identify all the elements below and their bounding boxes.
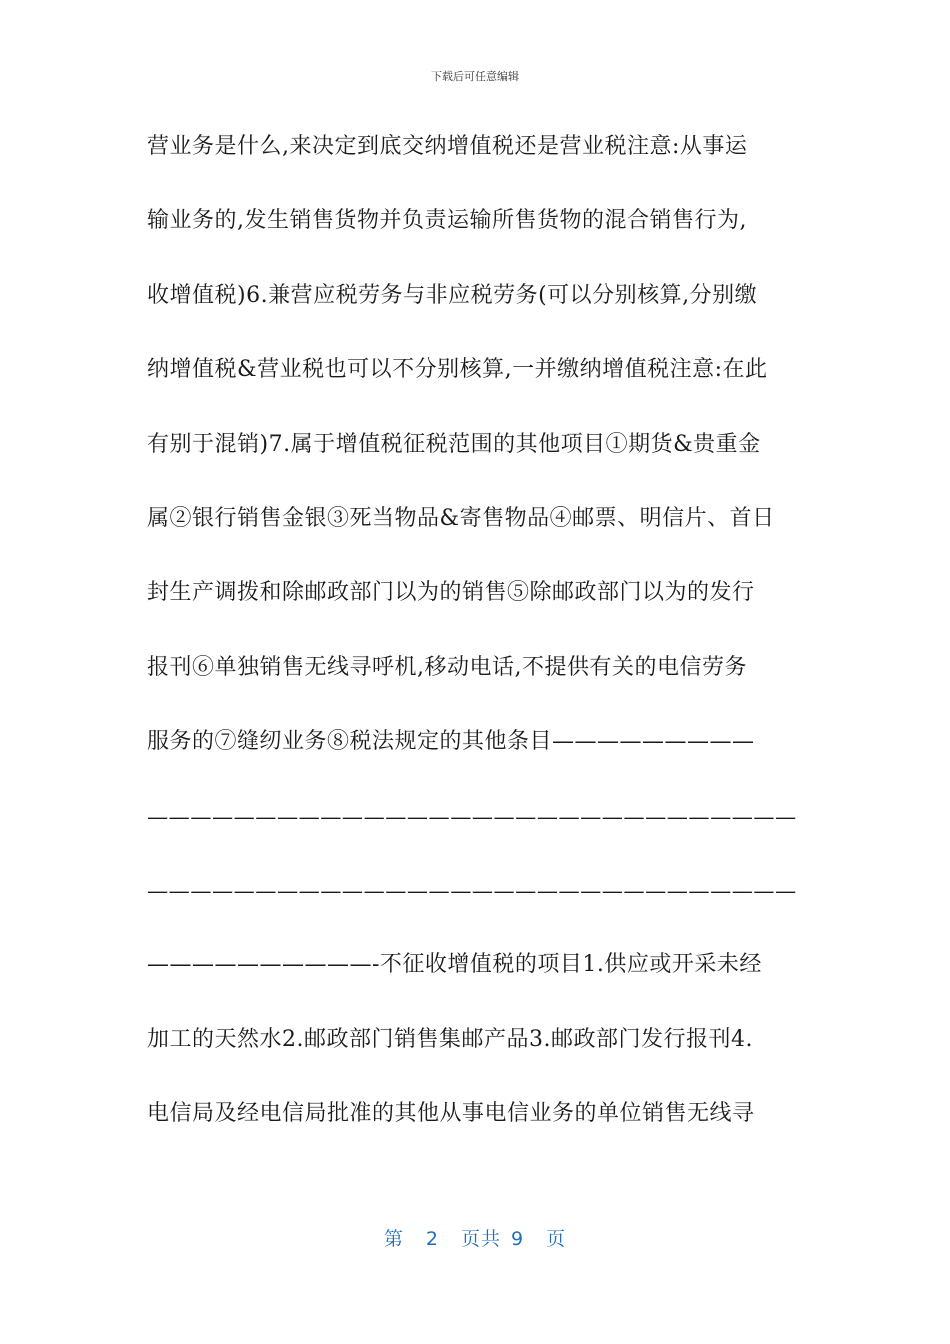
body-line: 有别于混销)7.属于增值税征税范围的其他项目①期货&贵重金 <box>147 431 761 457</box>
current-page-number: 2 <box>425 1228 439 1250</box>
body-line: 加工的天然水2.邮政部门销售集邮产品3.邮政部门发行报刊4. <box>147 1026 753 1052</box>
total-page-number: 9 <box>511 1228 525 1250</box>
body-line: —————————————————————————————— <box>147 877 797 903</box>
body-line: 营业务是什么,来决定到底交纳增值税还是营业税注意:从事运 <box>147 134 748 159</box>
body-line: 报刊⑥单独销售无线寻呼机,移动电话,不提供有关的电信劳务 <box>147 654 747 680</box>
body-line: 服务的⑦缝纫业务⑧税法规定的其他条目————————— <box>147 729 755 755</box>
body-line: 纳增值税&营业税也可以不分别核算,一并缴纳增值税注意:在此 <box>147 357 768 383</box>
body-line: 输业务的,发生销售货物并负责运输所售货物的混合销售行为, <box>147 208 747 234</box>
footer-suffix: 页 <box>546 1228 567 1250</box>
footer-prefix: 第 <box>383 1228 404 1250</box>
body-line: —————————————————————————————— <box>147 803 797 829</box>
body-line: 属②银行销售金银③死当物品&寄售物品④邮票、明信片、首日 <box>147 505 775 531</box>
body-line: 封生产调拨和除邮政部门以为的销售⑤除邮政部门以为的发行 <box>147 580 755 606</box>
page-footer <box>0 1224 950 1251</box>
page-header: 下载后可任意编辑 <box>431 70 519 83</box>
body-line: 电信局及经电信局批准的其他从事电信业务的单位销售无线寻 <box>147 1101 755 1127</box>
footer-middle: 页共 <box>460 1228 501 1250</box>
body-line: 收增值税)6.兼营应税劳务与非应税劳务(可以分别核算,分别缴 <box>147 282 758 308</box>
document-body <box>147 122 803 1163</box>
body-line: ——————————-不征收增值税的项目1.供应或开采未经 <box>147 952 762 978</box>
